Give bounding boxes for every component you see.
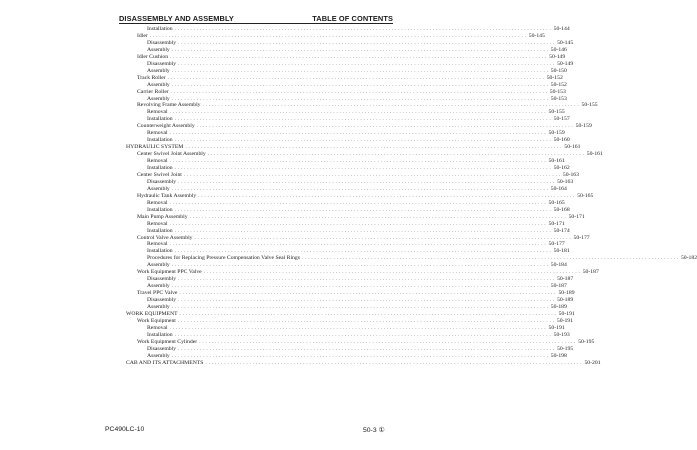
dot-leader: ........................................................................................................................	[178, 298, 557, 304]
toc-entry-page: 50-195	[578, 338, 595, 345]
toc-entry-label: Counterweight Assembly	[137, 123, 195, 130]
dot-leader: ........................................................................................................................	[174, 207, 553, 213]
dot-leader: ........................................................................................................................	[207, 152, 586, 158]
toc-entry[interactable]	[147, 60, 574, 68]
dot-leader: ........................................................................................................................	[171, 284, 550, 290]
toc-entry-label: Assembly	[147, 185, 170, 192]
dot-leader: ........................................................................................................................	[178, 277, 557, 283]
toc-entry-label: Control Valve Assembly	[137, 234, 193, 241]
dot-leader: ........................................................................................................................	[171, 47, 550, 53]
dot-leader: ........................................................................................................................	[174, 138, 553, 144]
toc-entry-label: Removal	[147, 241, 168, 248]
toc-entry-page: 50-193	[553, 331, 570, 338]
toc-entry[interactable]	[147, 158, 565, 165]
toc-entry[interactable]	[137, 151, 603, 158]
dot-leader: ........................................................................................................................	[171, 305, 550, 310]
section-title: DISASSEMBLY AND ASSEMBLY	[119, 14, 234, 23]
toc-entry-label: CAB AND ITS ATTACHMENTS	[126, 359, 204, 366]
toc-entry-page: 50-198	[550, 352, 567, 359]
toc-entry-label: Installation	[147, 137, 173, 144]
dot-leader: ........................................................................................................................	[178, 179, 557, 185]
toc-entry[interactable]	[147, 46, 567, 54]
dot-leader: ........................................................................................................................	[169, 242, 548, 248]
toc-entry-page: 50-177	[548, 241, 565, 248]
dot-leader: ........................................................................................................................	[179, 311, 558, 317]
toc-entry-page: 50-152	[546, 74, 563, 81]
toc-entry-label: Assembly	[147, 81, 170, 88]
toc-entry-label: Disassembly	[147, 345, 177, 352]
toc-entry[interactable]	[137, 53, 566, 61]
toc-entry-label: HYDRAULIC SYSTEM	[126, 144, 184, 151]
toc-entry-page: 50-163	[562, 171, 579, 178]
toc-entry-label: Main Pump Assembly	[137, 213, 188, 220]
toc-entry-label: Assembly	[147, 304, 170, 310]
toc-entry[interactable]	[147, 220, 565, 228]
toc-entry-page: 50-191	[548, 324, 565, 331]
dot-leader: ........................................................................................................................	[179, 291, 558, 297]
toc-entry[interactable]	[137, 74, 563, 82]
toc-entry[interactable]	[147, 109, 565, 116]
dot-leader: ........................................................................................................................	[301, 256, 680, 262]
toc-entry-label: Idler Cushion	[137, 53, 169, 60]
toc-entry-page: 50-163	[557, 178, 574, 185]
toc-entry[interactable]	[137, 102, 598, 109]
toc-entry-page: 50-152	[550, 81, 567, 88]
toc-entry[interactable]	[137, 192, 594, 200]
toc-entry-label: Idler	[137, 32, 148, 39]
toc-entry-page: 50-145	[557, 39, 574, 46]
toc-entry[interactable]	[147, 276, 574, 283]
toc-entry-page: 50-159	[575, 123, 592, 130]
toc-entry[interactable]	[147, 165, 570, 172]
toc-entry[interactable]	[147, 137, 570, 144]
dot-leader: ........................................................................................................................	[203, 270, 582, 276]
dot-leader: ........................................................................................................................	[174, 166, 553, 171]
toc-entry[interactable]	[147, 352, 567, 360]
toc-entry-page: 50-189	[557, 297, 574, 304]
toc-entry[interactable]	[147, 81, 567, 89]
toc-entry-page: 50-191	[556, 317, 573, 324]
toc-entry-page: 50-146	[550, 46, 567, 53]
toc-entry-page: 50-201	[584, 359, 601, 366]
toc-entry-page: 50-165	[577, 192, 594, 199]
table-of-contents-title: TABLE OF CONTENTS	[312, 14, 393, 23]
toc-entry[interactable]	[137, 338, 595, 346]
toc-entry-label: Removal	[147, 199, 168, 206]
dot-leader: ........................................................................................................................	[171, 186, 550, 192]
toc-entry-label: Assembly	[147, 262, 170, 269]
toc-entry-label: Removal	[147, 158, 168, 165]
toc-entry-label: Assembly	[147, 95, 170, 102]
toc-entry-page: 50-153	[550, 95, 567, 102]
toc-entry-label: Assembly	[147, 283, 170, 290]
dot-leader: ........................................................................................................................	[171, 263, 550, 269]
toc-entry[interactable]	[126, 144, 581, 151]
dot-leader: ........................................................................................................................	[174, 332, 553, 338]
toc-entry[interactable]	[147, 67, 567, 75]
toc-entry-page: 50-157	[553, 116, 570, 123]
toc-entry[interactable]	[147, 185, 567, 193]
toc-entry-label: Work Equipment	[137, 317, 176, 324]
toc-entry-label: Disassembly	[147, 276, 177, 283]
toc-entry-page: 50-187	[582, 269, 599, 276]
toc-entry[interactable]	[147, 262, 567, 269]
toc-entry[interactable]	[147, 199, 565, 207]
toc-entry[interactable]	[147, 331, 570, 339]
toc-entry[interactable]	[147, 255, 697, 262]
model-number: PC490LC-10	[105, 426, 145, 433]
dot-leader: ........................................................................................................................	[171, 353, 550, 359]
dot-leader: ........................................................................................................................	[171, 82, 550, 88]
toc-entry-label: Center Swivel Joint Assembly	[137, 151, 206, 158]
dot-leader: ........................................................................................................................	[169, 131, 548, 137]
toc-entry-label: Installation	[147, 165, 173, 171]
dot-leader: ........................................................................................................................	[202, 103, 581, 109]
toc-entry-page: 50-150	[550, 67, 567, 74]
dot-leader: ........................................................................................................................	[169, 159, 548, 165]
toc-entry[interactable]	[137, 213, 585, 221]
dot-leader: ........................................................................................................................	[198, 193, 577, 199]
toc-entry[interactable]	[147, 324, 565, 332]
toc-entry-label: Removal	[147, 109, 168, 116]
toc-entry-page: 50-189	[550, 304, 567, 310]
page-number: 50-3 ①	[363, 427, 385, 434]
toc-entry-page: 50-187	[557, 276, 574, 283]
dot-leader: ........................................................................................................................	[149, 33, 528, 39]
dot-leader: ........................................................................................................................	[178, 61, 557, 67]
toc-entry-label: Installation	[147, 331, 173, 338]
dot-leader: ........................................................................................................................	[177, 318, 556, 324]
toc-entry[interactable]	[137, 269, 599, 276]
toc-entry-page: 50-171	[548, 220, 565, 227]
toc-entry-label: Disassembly	[147, 39, 177, 46]
toc-entry-page: 50-171	[568, 213, 585, 220]
toc-entry[interactable]	[147, 241, 565, 248]
toc-entry-page: 50-144	[553, 26, 570, 32]
toc-entry-page: 50-165	[548, 199, 565, 206]
dot-leader: ........................................................................................................................	[174, 249, 553, 255]
toc-entry-label: Travel PPC Valve	[137, 290, 178, 297]
toc-entry[interactable]	[147, 178, 574, 186]
toc-entry-page: 50-149	[557, 60, 574, 67]
dot-leader: ........................................................................................................................	[169, 325, 548, 331]
toc-entry-page: 50-164	[550, 185, 567, 192]
dot-leader: ........................................................................................................................	[170, 54, 549, 60]
toc-entry[interactable]	[137, 290, 575, 297]
toc-entry[interactable]	[147, 39, 574, 47]
dot-leader: ........................................................................................................................	[174, 27, 553, 32]
toc-entry-page: 50-184	[550, 262, 567, 269]
toc-entry-label: Disassembly	[147, 60, 177, 67]
toc-entry-label: WORK EQUIPMENT	[126, 310, 178, 317]
toc-entry-label: Removal	[147, 220, 168, 227]
toc-entry-label: Installation	[147, 26, 173, 32]
toc-entry[interactable]	[147, 345, 574, 353]
toc-entry-page: 50-162	[553, 165, 570, 171]
toc-entry-label: Installation	[147, 227, 173, 234]
toc-entry[interactable]	[147, 26, 570, 33]
toc-entry-page: 50-155	[548, 109, 565, 116]
toc-entry-label: Disassembly	[147, 178, 177, 185]
toc-entry[interactable]	[137, 234, 590, 242]
toc-entry-page: 50-145	[528, 32, 545, 39]
toc-entry[interactable]	[147, 116, 570, 123]
toc-entry[interactable]	[137, 317, 573, 325]
toc-entry[interactable]	[147, 297, 574, 304]
toc-entry-page: 50-195	[557, 345, 574, 352]
dot-leader: ........................................................................................................................	[185, 145, 564, 151]
toc-entry[interactable]	[147, 304, 567, 311]
toc-entry-page: 50-191	[558, 310, 575, 317]
toc-entry[interactable]	[126, 359, 601, 367]
toc-entry-page: 50-187	[550, 283, 567, 290]
dot-leader: ........................................................................................................................	[199, 339, 578, 345]
toc-entry-label: Installation	[147, 206, 173, 213]
toc-entry-page: 50-160	[553, 137, 570, 144]
dot-leader: ........................................................................................................................	[169, 110, 548, 116]
dot-leader: ........................................................................................................................	[174, 228, 553, 234]
dot-leader: ........................................................................................................................	[183, 172, 562, 178]
toc-entry-page: 50-149	[549, 53, 566, 60]
toc-entry-label: Removal	[147, 324, 168, 331]
toc-entry[interactable]	[147, 283, 567, 290]
toc-entry[interactable]	[147, 206, 570, 214]
toc-entry-label: Hydraulic Tank Assembly	[137, 192, 197, 199]
toc-entry-page: 50-161	[548, 158, 565, 165]
toc-entry-page: 50-182	[680, 255, 697, 262]
toc-entry-page: 50-177	[573, 234, 590, 241]
toc-entry-page: 50-159	[548, 130, 565, 137]
toc-entry-label: Installation	[147, 248, 173, 255]
toc-entry[interactable]	[147, 130, 565, 137]
toc-entry-page: 50-168	[553, 206, 570, 213]
toc-entry-label: Work Equipment PPC Valve	[137, 269, 202, 276]
dot-leader: ........................................................................................................................	[167, 75, 546, 81]
dot-leader: ........................................................................................................................	[194, 235, 573, 241]
dot-leader: ........................................................................................................................	[189, 214, 568, 220]
dot-leader: ........................................................................................................................	[171, 68, 550, 74]
toc-entry-label: Assembly	[147, 46, 170, 53]
toc-entry-label: Disassembly	[147, 297, 177, 304]
dot-leader: ........................................................................................................................	[169, 200, 548, 206]
dot-leader: ........................................................................................................................	[171, 96, 550, 102]
dot-leader: ........................................................................................................................	[174, 117, 553, 123]
toc-entry-label: Work Equipment Cylinder	[137, 338, 198, 345]
toc-entry-label: Revolving Frame Assembly	[137, 102, 201, 109]
toc-entry-page: 50-161	[564, 144, 581, 151]
toc-entry-label: Removal	[147, 130, 168, 137]
dot-leader: ........................................................................................................................	[196, 124, 575, 130]
toc-entry-label: Procedures for Replacing Pressure Compensation Valve Seal Rings	[147, 255, 300, 262]
toc-entry-label: Track Roller	[137, 74, 166, 81]
toc-entry-page: 50-155	[581, 102, 598, 109]
toc-entry[interactable]	[137, 32, 545, 40]
toc-entry-label: Assembly	[147, 352, 170, 359]
toc-entry-label: Center Swivel Joint	[137, 171, 182, 178]
dot-leader: ........................................................................................................................	[178, 40, 557, 46]
toc-entry-page: 50-153	[549, 88, 566, 95]
dot-leader: ........................................................................................................................	[170, 89, 549, 95]
dot-leader: ........................................................................................................................	[169, 221, 548, 227]
header-rule	[119, 23, 393, 24]
toc-entry[interactable]	[137, 88, 566, 96]
dot-leader: ........................................................................................................................	[178, 346, 557, 352]
toc-entry[interactable]	[137, 123, 592, 130]
toc-entry-page: 50-181	[553, 248, 570, 255]
page-header	[119, 14, 393, 23]
toc-entry-label: Installation	[147, 116, 173, 123]
dot-leader: ........................................................................................................................	[205, 360, 584, 366]
toc-entry-page: 50-189	[558, 290, 575, 297]
toc-entry-label: Assembly	[147, 67, 170, 74]
toc-entry-page: 50-161	[586, 151, 603, 158]
toc-entry-label: Carrier Roller	[137, 88, 169, 95]
toc-entry[interactable]	[126, 310, 575, 318]
toc-entry[interactable]	[147, 227, 570, 235]
toc-entry[interactable]	[147, 95, 567, 103]
toc-entry-page: 50-174	[553, 227, 570, 234]
toc-entry[interactable]	[137, 171, 579, 179]
